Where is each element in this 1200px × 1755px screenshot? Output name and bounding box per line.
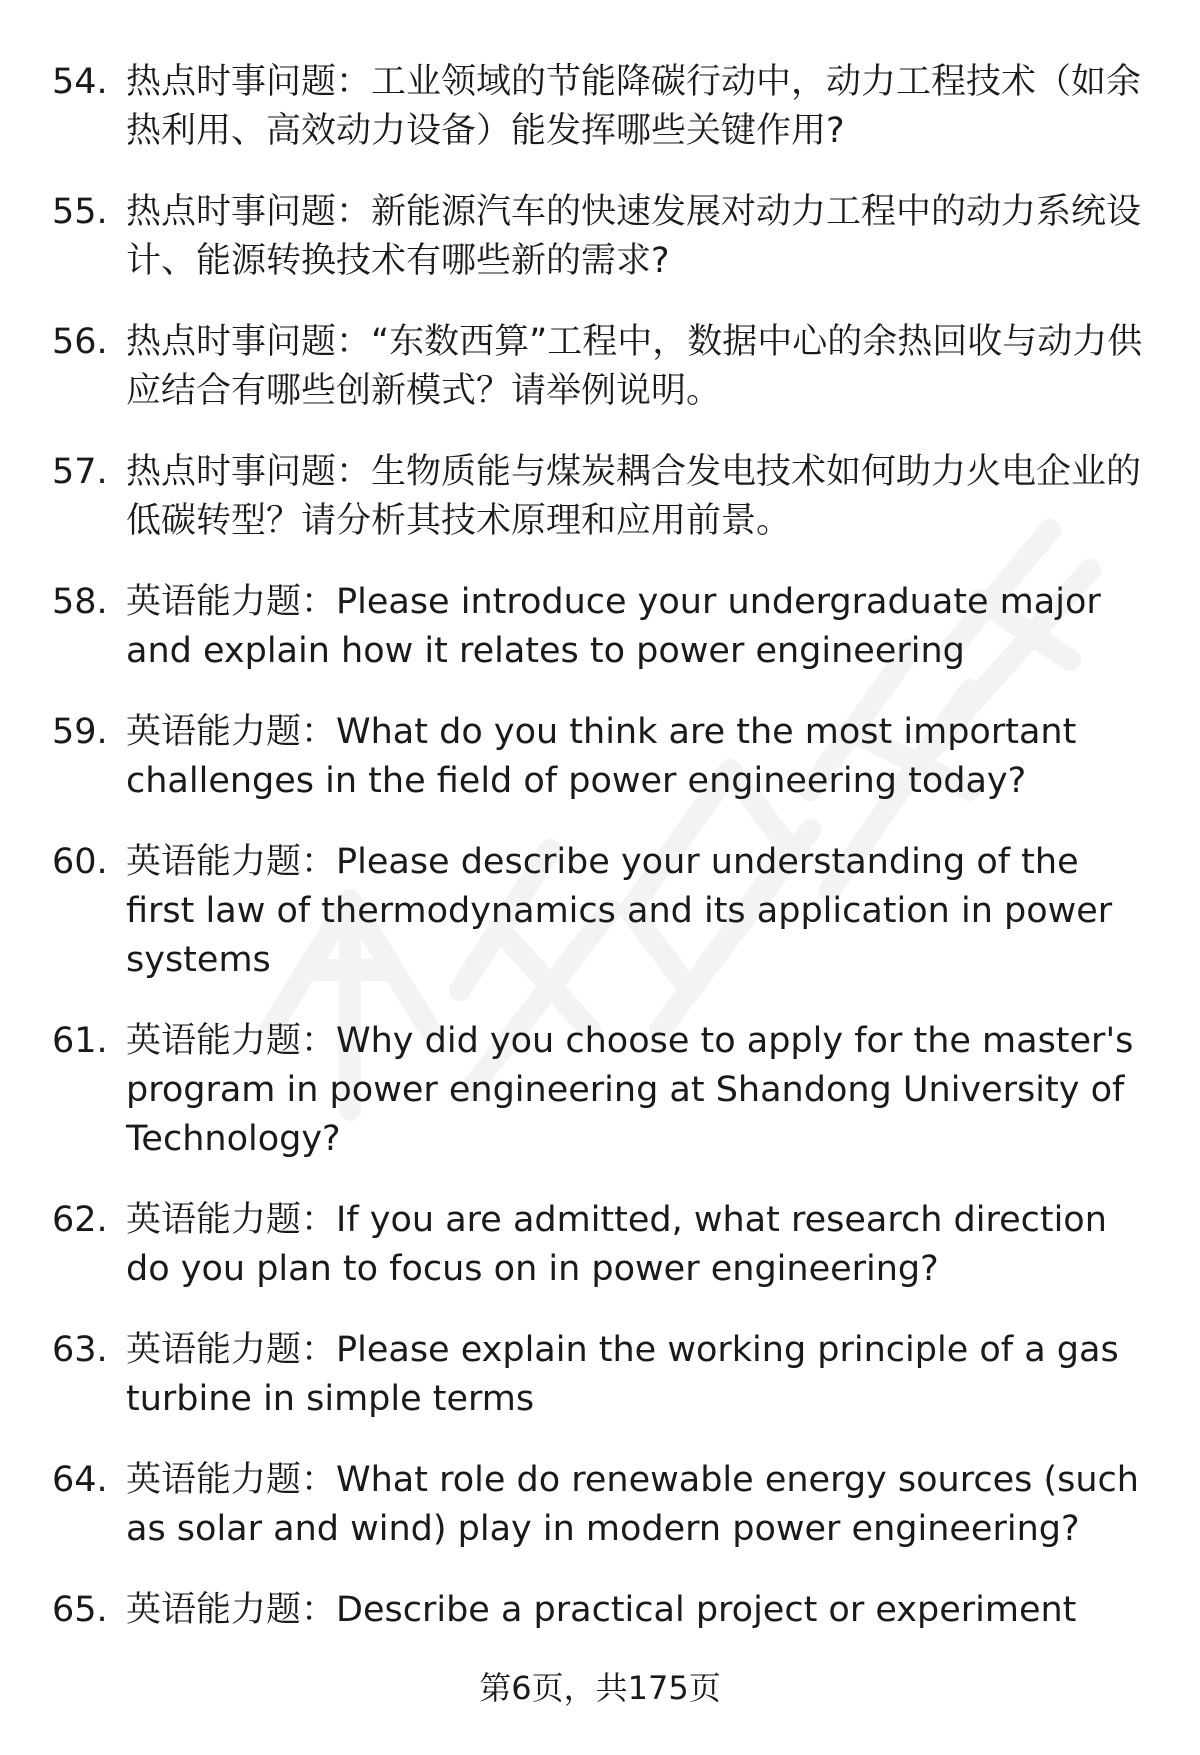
question-number: 55. [52, 192, 108, 232]
question-body [126, 448, 1152, 546]
question-category: 英语能力题： [126, 1200, 337, 1240]
question-item-59 [52, 708, 1152, 806]
question-number: 57. [52, 452, 108, 492]
question-number: 56. [52, 322, 108, 362]
question-number: 58. [52, 582, 108, 622]
question-item-65 [52, 1586, 1152, 1635]
question-body [126, 1326, 1152, 1424]
question-category: 英语能力题： [126, 842, 337, 882]
question-body [126, 188, 1152, 286]
question-body [126, 1456, 1152, 1554]
question-category: 热点时事问题： [126, 322, 372, 362]
question-item-62 [52, 1196, 1152, 1294]
question-text: Describe a practical project or experiment [336, 1590, 1077, 1630]
question-number: 62. [52, 1200, 108, 1240]
question-text: 生物质能与煤炭耦合发电技术如何助力火电企业的低碳转型？请分析其技术原理和应用前景。 [126, 452, 1142, 541]
question-item-55 [52, 188, 1152, 286]
question-item-63 [52, 1326, 1152, 1424]
question-number: 60. [52, 842, 108, 882]
question-body [126, 58, 1152, 156]
question-item-57 [52, 448, 1152, 546]
question-text: “东数西算”工程中，数据中心的余热回收与动力供应结合有哪些创新模式？请举例说明。 [126, 322, 1143, 411]
question-category: 英语能力题： [126, 1460, 337, 1500]
question-body [126, 578, 1152, 676]
question-text: What do you think are the most important challenges in the field of power engineering today? [126, 712, 1077, 801]
question-number: 54. [52, 62, 108, 102]
question-category: 热点时事问题： [126, 452, 372, 492]
question-category: 英语能力题： [126, 1330, 337, 1370]
question-item-60 [52, 838, 1152, 985]
question-list [52, 58, 1152, 1667]
question-text: Please introduce your undergraduate major and explain how it relates to power engineering [126, 582, 1101, 671]
question-number: 64. [52, 1460, 108, 1500]
question-number: 61. [52, 1021, 108, 1061]
question-item-56 [52, 318, 1152, 416]
question-category: 英语能力题： [126, 582, 337, 622]
question-text: Please describe your understanding of the first law of thermodynamics and its application in power systems [126, 842, 1113, 980]
question-number: 63. [52, 1330, 108, 1370]
question-number: 59. [52, 712, 108, 752]
question-item-58 [52, 578, 1152, 676]
question-body [126, 838, 1152, 985]
question-item-64 [52, 1456, 1152, 1554]
question-category: 热点时事问题： [126, 62, 372, 102]
question-category: 英语能力题： [126, 1590, 337, 1630]
question-category: 英语能力题： [126, 1021, 337, 1061]
question-category: 热点时事问题： [126, 192, 372, 232]
question-body [126, 1196, 1152, 1294]
question-body [126, 318, 1152, 416]
question-text: If you are admitted, what research direction do you plan to focus on in power engineering? [126, 1200, 1107, 1289]
question-text: Why did you choose to apply for the master's program in power engineering at Shandong University of Technology? [126, 1021, 1134, 1159]
question-body [126, 1017, 1152, 1164]
question-category: 英语能力题： [126, 712, 337, 752]
question-text: 工业领域的节能降碳行动中，动力工程技术（如余热利用、高效动力设备）能发挥哪些关键作用? [126, 62, 1142, 151]
question-item-61 [52, 1017, 1152, 1164]
question-body [126, 1586, 1152, 1635]
question-text: Please explain the working principle of a gas turbine in simple terms [126, 1330, 1119, 1419]
question-text: What role do renewable energy sources (such as solar and wind) play in modern power engineering? [126, 1460, 1139, 1549]
question-text: 新能源汽车的快速发展对动力工程中的动力系统设计、能源转换技术有哪些新的需求? [126, 192, 1142, 281]
page-number-footer: 第6页，共175页 [479, 1669, 721, 1707]
question-body [126, 708, 1152, 806]
question-item-54 [52, 58, 1152, 156]
question-number: 65. [52, 1590, 108, 1630]
